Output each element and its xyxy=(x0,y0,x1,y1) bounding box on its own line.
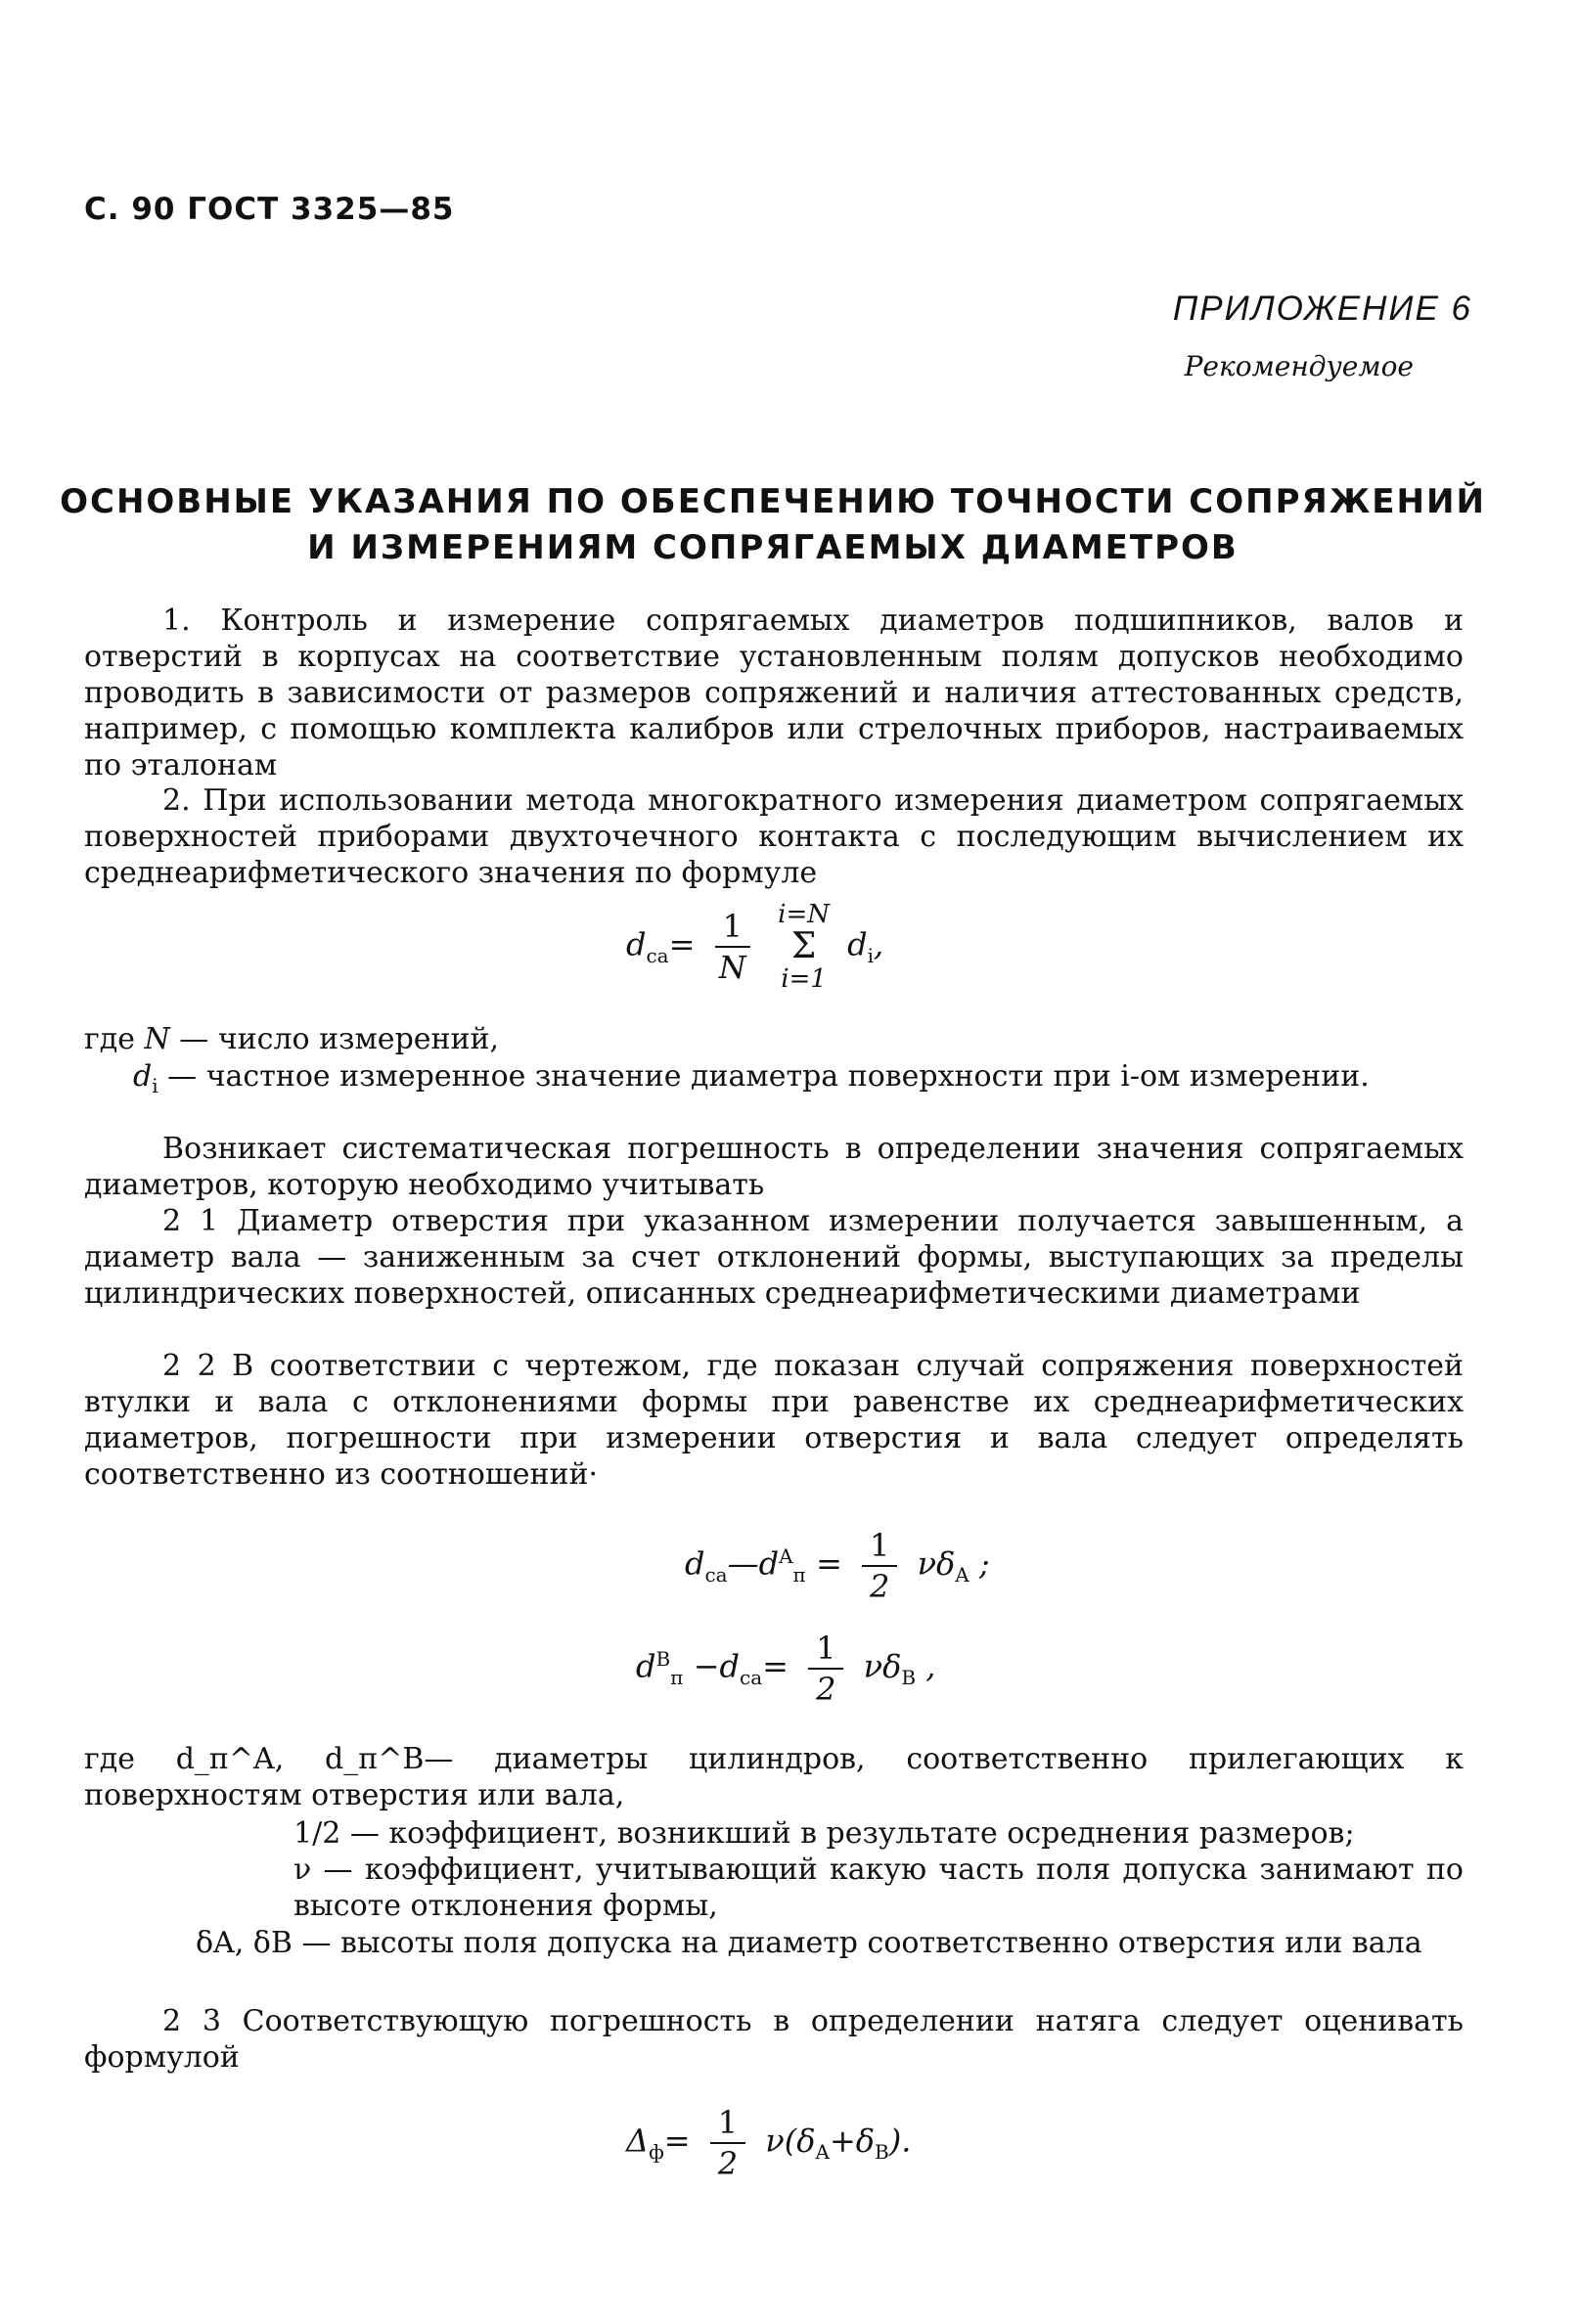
f2a-nu: ν xyxy=(917,1544,937,1583)
paragraph-3: Возникает систематическая погрешность в определении значения сопрягаемых диаметров, которую необходимо учитывать xyxy=(84,1132,1464,1202)
where1-text: — число измерений, xyxy=(179,1022,500,1056)
formula1-num: 1 xyxy=(715,907,750,948)
f2a-delta-sub: A xyxy=(955,1562,969,1587)
paragraph-2: 2. При использовании метода многократного измерения диаметром сопрягаемых поверхностей приборами двухточечного контакта с последующим вычислением их среднеарифметического значения по формуле xyxy=(84,783,1464,890)
formula-hole-error xyxy=(685,1526,990,1606)
f3-den: 2 xyxy=(717,2145,739,2182)
f2b-delta: δ xyxy=(882,1647,902,1685)
formula-mean-diameter xyxy=(626,900,883,994)
where2-line-3: ν — коэффициент, учитывающий какую часть поля допуска занимают по высоте отклонения формы, xyxy=(293,1853,1464,1923)
f3-sub2: B xyxy=(875,2139,889,2164)
f3-fraction xyxy=(710,2103,745,2183)
f3-num: 1 xyxy=(710,2103,745,2144)
f2b-d: d xyxy=(636,1647,656,1685)
f2b-nu: ν xyxy=(863,1647,883,1685)
f2b-sub: п xyxy=(670,1665,684,1689)
paragraph-2-3: 2 3 Соответствующую погрешность в определении натяга следует оценивать формулой xyxy=(84,2004,1464,2075)
f2b-minus: − xyxy=(693,1647,720,1685)
f2a-lhs-sub: ca xyxy=(704,1562,728,1587)
where2-symbol-sub: i xyxy=(152,1074,158,1097)
f3-lhs-sub: ф xyxy=(649,2139,664,2164)
f2a-num: 1 xyxy=(862,1526,897,1567)
title-line-1: ОСНОВНЫЕ УКАЗАНИЯ ПО ОБЕСПЕЧЕНИЮ ТОЧНОСТИ СОПРЯЖЕНИЙ xyxy=(60,482,1486,521)
where-line-2 xyxy=(133,1058,1464,1104)
appendix-label: ПРИЛОЖЕНИЕ 6 xyxy=(1172,290,1472,328)
where2-line-1: где d_п^A, d_п^B— диаметры цилиндров, соответственно прилегающих к поверхностям отверстия или вала, xyxy=(84,1742,1464,1812)
f2a-sub: п xyxy=(792,1562,806,1587)
formula1-sum xyxy=(778,900,830,994)
f2b-sup: B xyxy=(655,1646,671,1671)
paragraph-1: 1. Контроль и измерение сопрягаемых диаметров подшипников, валов и отверстий в корпусах на соответствие установленным полям допусков необходимо проводить в зависимости от размеров сопряжений и наличия аттестованных средств, например, с помощью комплекта калибров или стрелочных приборов, настраиваемых по эталонам xyxy=(84,603,1464,782)
f2a-lhs: d xyxy=(685,1544,705,1583)
f3-plus: +δ xyxy=(829,2122,876,2160)
page-header: С. 90 ГОСТ 3325—85 xyxy=(84,192,455,227)
f2a-den: 2 xyxy=(870,1568,890,1605)
f2a-minus: — xyxy=(727,1544,759,1583)
paragraph-2-2: 2 2 В соответствии с чертежом, где показан случай сопряжения поверхностей втулки и вала с отклонениями формы при равенстве их среднеарифметических диаметров, погрешности при измерении отверстия и вала следует определять соответственно из соотношений· xyxy=(84,1349,1464,1492)
f2a-sup: A xyxy=(779,1543,793,1568)
where2-text: — частное измеренное значение диаметра поверхности при i-ом измерении. xyxy=(167,1059,1370,1094)
formula1-tail: , xyxy=(874,925,884,963)
f2b-rhs-sub: ca xyxy=(740,1665,763,1689)
where2-line-4: δA, δB — высоты поля допуска на диаметр соответственно отверстия или вала xyxy=(196,1926,1422,1960)
formula-shaft-error xyxy=(636,1629,935,1709)
paragraph-2-1: 2 1 Диаметр отверстия при указанном измерении получается завышенным, а диаметр вала — заниженным за счет отклонений формы, выступающих за пределы цилиндрических поверхностей, описанных среднеарифметическими диаметрами xyxy=(84,1204,1464,1311)
formula1-term: d xyxy=(847,925,868,963)
f2b-den: 2 xyxy=(816,1671,836,1708)
f2a-tail: ; xyxy=(978,1544,990,1583)
title-line-2: И ИЗМЕРЕНИЯМ СОПРЯГАЕМЫХ ДИАМЕТРОВ xyxy=(307,528,1239,567)
formula1-sum-bottom: i=1 xyxy=(781,964,827,994)
f2a-eq: = xyxy=(816,1544,842,1583)
where2-symbol: d xyxy=(133,1059,153,1094)
f3-rhs: ν(δ xyxy=(765,2122,816,2160)
f3-tail: ). xyxy=(888,2122,912,2160)
where1-prefix: где xyxy=(84,1022,135,1056)
f3-sub1: A xyxy=(815,2139,830,2164)
appendix-status: Рекомендуемое xyxy=(1184,350,1414,382)
where2-line-2: 1/2 — коэффициент, возникший в результате осреднения размеров; xyxy=(293,1816,1355,1851)
formula1-lhs-sub: ca xyxy=(646,943,669,967)
f2b-eq: = xyxy=(762,1647,789,1685)
formula-interference-error xyxy=(626,2103,911,2183)
f2b-num: 1 xyxy=(808,1629,843,1670)
formula1-term-sub: i xyxy=(867,943,875,967)
f2b-delta-sub: B xyxy=(901,1665,917,1689)
f3-eq: = xyxy=(663,2122,691,2160)
formula1-sum-top: i=N xyxy=(778,900,830,929)
f2b-fraction xyxy=(808,1629,843,1709)
formula1-fraction xyxy=(715,907,750,987)
formula1-den: N xyxy=(718,949,746,986)
f2a-delta: δ xyxy=(936,1544,956,1583)
f2a-d: d xyxy=(758,1544,780,1583)
f3-lhs: Δ xyxy=(626,2122,650,2160)
f2b-tail: , xyxy=(925,1647,936,1685)
document-title xyxy=(59,479,1487,571)
formula1-lhs: d xyxy=(626,925,647,963)
f2a-fraction xyxy=(862,1526,897,1606)
where-line-1 xyxy=(84,1021,499,1057)
formula1-eq: = xyxy=(668,925,696,963)
where1-symbol: N xyxy=(144,1022,170,1056)
formula1-sum-sign: Σ xyxy=(790,926,817,966)
f2b-rhs: d xyxy=(719,1647,740,1685)
